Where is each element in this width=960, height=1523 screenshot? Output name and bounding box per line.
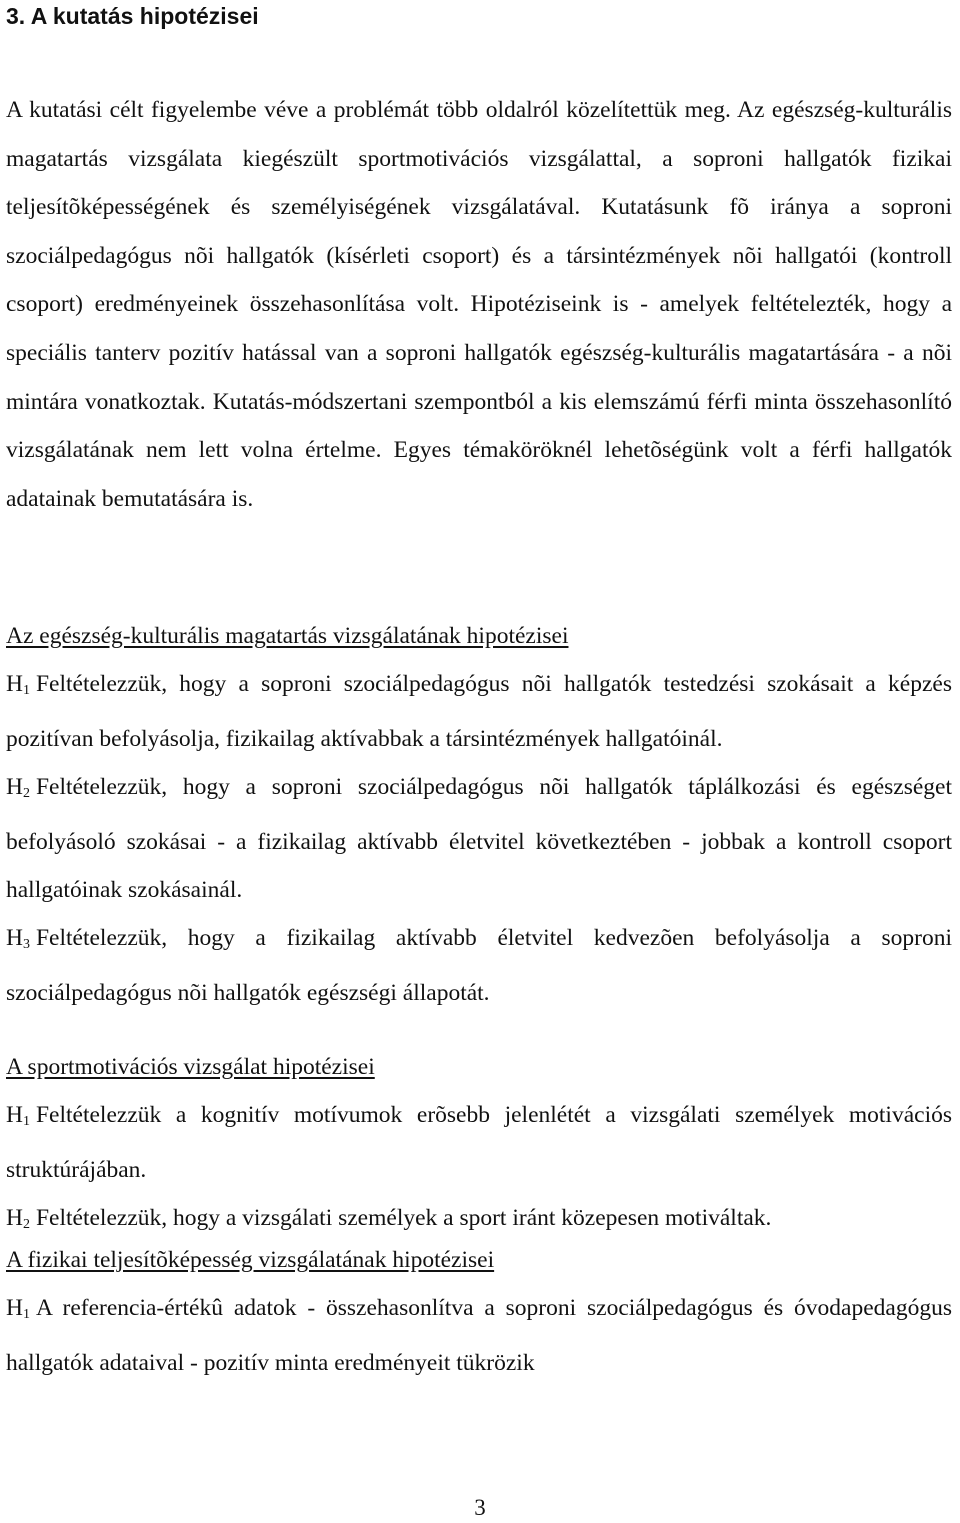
- section-sport-motivation: [6, 1043, 952, 1249]
- hypothesis-label: H: [6, 671, 23, 697]
- section-title: A fizikai teljesítõképesség vizsgálatának hipotézisei: [6, 1247, 495, 1273]
- hypothesis-h1: [6, 1284, 952, 1387]
- intro-paragraph: A kutatási célt figyelembe véve a problémát több oldalról közelítettük meg. Az egészség-kulturális magatartás vizsgálata kiegészült sportmotivációs vizsgálattal, a soproni hallgatók fizikai teljesítõképességének és személyiségének vizsgálatával. Kutatásunk fõ iránya a soproni szociálpedagógus nõi hallgatók (kísérleti csoport) és a társintézmények nõi hallgatói (kontroll csoport) eredményeinek összehasonlítása volt. Hipotéziseink is - amelyek feltételezték, hogy a speciális tanterv pozitív hatással van a soproni hallgatók egészség-kulturális magatartására - a nõi mintára vonatkoztak. Kutatás-módszertani szempontból a kis elemszámú férfi minta összehasonlító vizsgálatának nem lett volna értelme. Egyes témaköröknél lehetõségünk volt a férfi hallgatók adatainak bemutatására is.: [6, 97, 952, 512]
- hypothesis-number: 1: [22, 1114, 30, 1129]
- section-health-culture: [6, 612, 952, 1017]
- hypothesis-text: Feltételezzük, hogy a soproni szociálpedagógus nõi hallgatók táplálkozási és egészséget befolyásoló szokásai - a fizikailag aktívabb életvitel következtében - jobbak a kontroll csoport hallgatóinak szokásainál.: [6, 774, 952, 903]
- hypothesis-text: Feltételezzük, hogy a vizsgálati személyek a sport iránt közepesen motiváltak.: [35, 1205, 772, 1231]
- hypothesis-h1: [6, 660, 952, 763]
- hypothesis-h1: [6, 1091, 952, 1194]
- hypothesis-text: A referencia-értékû adatok - összehasonlítva a soproni szociálpedagógus és óvodapedagógus hallgatók adataival - pozitív minta eredményeit tükrözik: [6, 1295, 952, 1376]
- hypothesis-label: H: [6, 1102, 23, 1128]
- hypothesis-h2: [6, 763, 952, 914]
- section-title: A sportmotivációs vizsgálat hipotézisei: [6, 1054, 375, 1080]
- hypothesis-text: Feltételezzük, hogy a fizikailag aktívabb életvitel kedvezõen befolyásolja a soproni szociálpedagógus nõi hallgatók egészségi állapotát.: [6, 925, 952, 1006]
- section-heading: 3. A kutatás hipotézisei: [6, 3, 259, 29]
- hypothesis-label: H: [6, 774, 23, 800]
- hypothesis-number: 3: [22, 937, 30, 952]
- hypothesis-number: 1: [22, 683, 30, 698]
- hypothesis-number: 2: [22, 786, 30, 801]
- hypothesis-label: H: [6, 1295, 23, 1321]
- hypothesis-text: Feltételezzük, hogy a soproni szociálpedagógus nõi hallgatók testedzési szokásait a képzés pozitívan befolyásolja, fizikailag aktívabbak a társintézmények hallgatóinál.: [6, 671, 952, 752]
- page-number: 3: [474, 1495, 486, 1520]
- hypothesis-label: H: [6, 925, 23, 951]
- hypothesis-number: 1: [22, 1307, 30, 1322]
- section-title: Az egészség-kulturális magatartás vizsgálatának hipotézisei: [6, 623, 569, 649]
- section-physical-performance: [6, 1236, 952, 1387]
- hypothesis-text: Feltételezzük a kognitív motívumok erõsebb jelenlétét a vizsgálati személyek motivációs struktúrájában.: [6, 1102, 952, 1183]
- hypothesis-label: H: [6, 1205, 23, 1231]
- hypothesis-h3: [6, 914, 952, 1017]
- hypothesis-number: 2: [22, 1217, 30, 1232]
